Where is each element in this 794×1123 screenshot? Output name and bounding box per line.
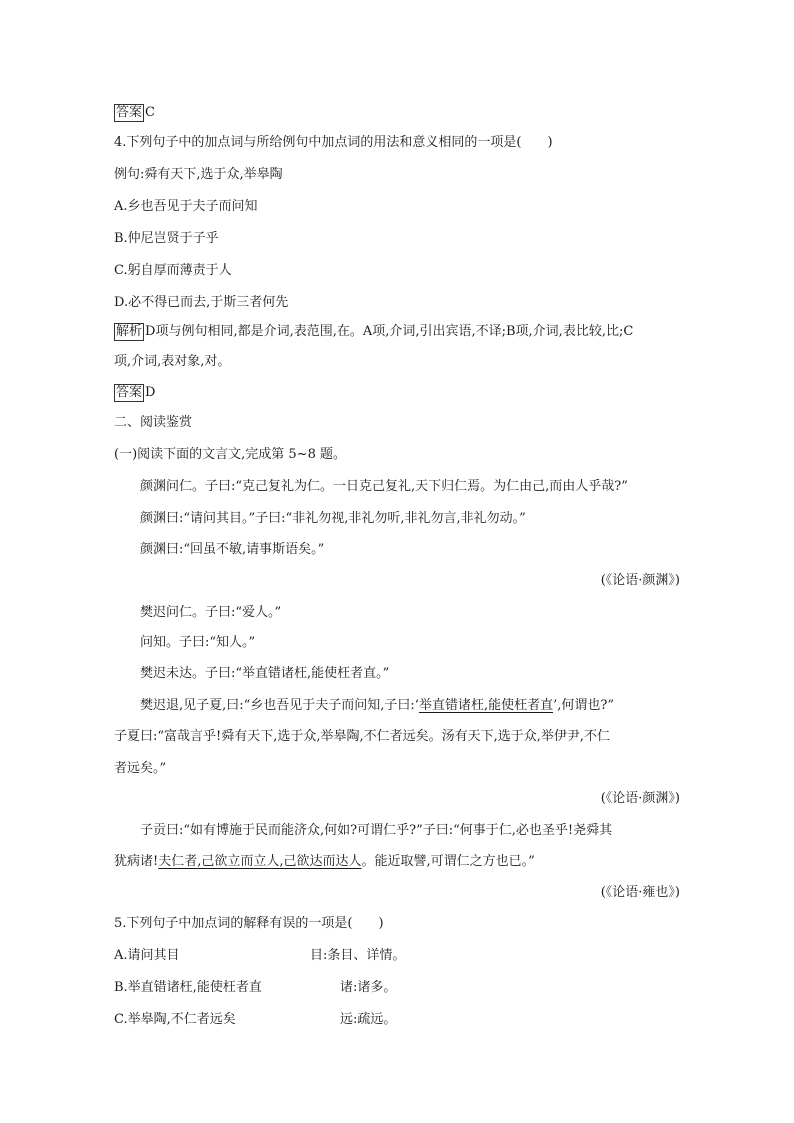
passage-3-source: (《论语·雍也》) (600, 885, 680, 900)
passage-1-paragraph-3: 颜渊曰:“回虽不敏,请事斯语矣。” (140, 542, 325, 557)
answer-value: D (145, 385, 156, 400)
question-5-option-a: A.请问其目 (114, 948, 180, 963)
question-5-option-c-explanation: 远:疏远。 (340, 1012, 397, 1027)
question-5-stem: 5.下列句子中加点词的解释有误的一项是( ) (114, 916, 384, 931)
question-4-stem: 4.下列句子中的加点词与所给例句中加点词的用法和意义相同的一项是( ) (114, 135, 553, 150)
passage-1-paragraph-2: 颜渊曰:“请问其目。”子曰:“非礼勿视,非礼勿听,非礼勿言,非礼勿动。” (140, 511, 526, 526)
passage-3-underlined-sentence: 夫仁者,己欲立而立人,己欲达而达人 (158, 854, 362, 869)
analysis-text-1: D项与例句相同,都是介词,表范围,在。A项,介词,引出宾语,不译;B项,介词,表比较,比;C (145, 324, 634, 339)
analysis-line-1 (114, 323, 633, 341)
passage-1-paragraph-1: 颜渊问仁。子曰:“克己复礼为仁。一日克己复礼,天下归仁焉。为仁由己,而由人乎哉?” (140, 479, 628, 494)
answer-value: C (145, 105, 155, 120)
answer-line-q4 (114, 384, 155, 402)
passage-3-paragraph-1: 子贡曰:“如有博施于民而能济众,何如?可谓仁乎?”子曰:“何事于仁,必也圣乎!尧舜其 (140, 823, 613, 838)
analysis-line-2: 项,介词,表对象,对。 (114, 354, 231, 369)
question-5-option-b-explanation: 诸:诸多。 (340, 980, 397, 995)
question-4-option-a: A.乡也吾见于夫子而问知 (114, 199, 258, 214)
section-sub-heading: (一)阅读下面的文言文,完成第 5~8 题。 (114, 447, 346, 462)
question-5-option-c: C.举皋陶,不仁者远矣 (114, 1012, 236, 1027)
passage-2-paragraph-2: 问知。子曰:“知人。” (140, 635, 256, 650)
question-4-option-d: D.必不得已而去,于斯三者何先 (114, 295, 289, 310)
passage-2-p4-post: ’,何谓也?” (553, 698, 614, 713)
passage-2-source: (《论语·颜渊》) (600, 791, 680, 806)
question-4-example: 例句:舜有天下,选于众,举皋陶 (114, 167, 283, 182)
section-heading: 二、阅读鉴赏 (114, 415, 193, 430)
passage-3-paragraph-2 (114, 853, 535, 871)
passage-2-paragraph-6: 者远矣。” (114, 761, 167, 776)
passage-2-underlined-sentence: 举直错诸枉,能使枉者直 (418, 698, 554, 713)
passage-2-paragraph-3: 樊迟未达。子曰:“举直错诸枉,能使枉者直。” (140, 666, 390, 681)
passage-1-source: (《论语·颜渊》) (600, 573, 680, 588)
question-5-option-a-explanation: 目:条目、详情。 (310, 948, 406, 963)
analysis-tag: 解析 (116, 324, 143, 339)
passage-2-paragraph-5: 子夏曰:“富哉言乎!舜有天下,选于众,举皋陶,不仁者远矣。汤有天下,选于众,举伊尹,不仁 (114, 729, 611, 744)
passage-3-p2-post: 。能近取譬,可谓仁之方也已。” (361, 854, 535, 869)
question-4-option-c: C.躬自厚而薄责于人 (114, 263, 232, 278)
passage-2-paragraph-4 (140, 697, 614, 715)
passage-2-paragraph-1: 樊迟问仁。子曰:“爱人。” (140, 605, 282, 620)
answer-line (114, 104, 155, 122)
passage-3-p2-pre: 犹病诸! (114, 854, 159, 869)
question-5-option-b: B.举直错诸枉,能使枉者直 (114, 980, 262, 995)
answer-tag: 答案 (116, 385, 143, 400)
answer-tag: 答案 (116, 105, 143, 120)
passage-2-p4-pre: 樊迟退,见子夏,曰:“乡也吾见于夫子而问知,子曰:‘ (140, 698, 419, 713)
question-4-option-b: B.仲尼岂贤于子乎 (114, 231, 219, 246)
